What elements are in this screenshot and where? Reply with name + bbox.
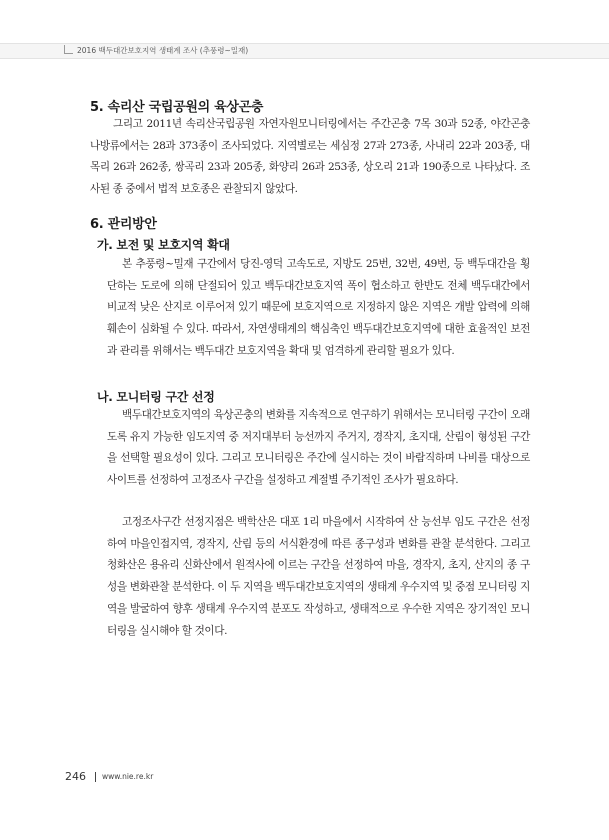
footer-separator	[95, 772, 96, 782]
running-header	[0, 0, 609, 64]
page-number: 246	[65, 770, 86, 783]
subsection-a-heading: 가. 보전 및 보호지역 확대	[97, 238, 230, 252]
subsection-b-paragraph-2: 고정조사구간 선정지점은 백학산은 대포 1리 마을에서 시작하여 산 능선부 임도 구간은 선정하여 마을인접지역, 경작지, 산림 등의 서식환경에 따른 종구성과 변화를 관찰 분석한다. 그리고 청화산은 용유리 신화산에서 원적사에 이르는 구간을 선정하여 마을, 경작지, 초지, 산지의 종 구성을 변화관찰 분석한다. 이 두 지역을 백두대간보호지역의 생태계 우수지역 및 중점 모니터링 지역을 발굴하여 향후 생태계 우수지역 분포도 작성하고, 생태적으로 우수한 지역은 장기적인 모니터링을 실시해야 할 것이다.	[107, 516, 530, 637]
subsection-b-paragraph-1: 백두대간보호지역의 육상곤충의 변화를 지속적으로 연구하기 위해서는 모니터링 구간이 오래도록 유지 가능한 임도지역 중 저지대부터 능선까지 주거지, 경작지, 초지대, 산림이 형성된 구간을 선택할 필요성이 있다. 그리고 모니터링은 주간에 실시하는 것이 바람직하며 나비를 대상으로 사이트를 선정하여 고정조사 구간을 설정하고 계절별 주기적인 조사가 필요하다.	[107, 409, 530, 487]
header-corner-mark	[64, 45, 73, 54]
section-6-heading: 6. 관리방안	[90, 217, 157, 232]
section-5-heading: 5. 속리산 국립공원의 육상곤충	[90, 100, 264, 115]
section-5-paragraph: 그리고 2011년 속리산국립공원 자연자원모니터링에서는 주간곤충 7목 30과 52종, 야간곤충 나방류에서는 28과 373종이 조사되었다. 지역별로는 세심정 27과 273종, 사내리 22과 203종, 대목리 26과 262종, 쌍곡리 23과 205종, 화양리 26과 253종, 상오리 21과 190종으로 나타났다. 조사된 종 중에서 법적 보호종은 관찰되지 않았다.	[90, 118, 530, 196]
subsection-b-heading: 나. 모니터링 구간 선정	[97, 390, 215, 404]
footer-url: www.nie.re.kr	[102, 772, 154, 781]
running-title: 2016 백두대간보호지역 생태계 조사 (추풍령~밀재)	[77, 46, 249, 55]
subsection-a-paragraph: 본 추풍령~밀재 구간에서 당진-영덕 고속도로, 지방도 25번, 32번, 49번, 등 백두대간을 횡단하는 도로에 의해 단절되어 있고 백두대간보호지역 폭이 협소하고 한반도 전체 백두대간에서 비교적 낮은 산지로 이루어져 있기 때문에 보호지역으로 지정하지 않은 지역은 개발 압력에 의해 훼손이 심화될 수 있다. 따라서, 자연생태계의 핵심축인 백두대간보호지역에 대한 효율적인 보전과 관리를 위해서는 백두대간 보호지역을 확대 및 엄격하게 관리할 필요가 있다.	[107, 258, 530, 357]
